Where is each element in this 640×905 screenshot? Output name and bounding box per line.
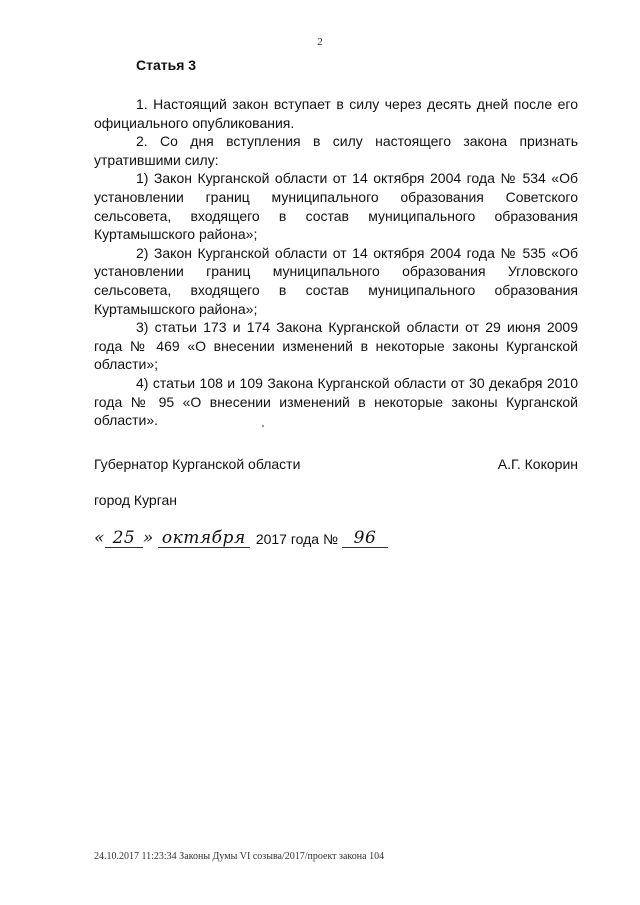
handwritten-day: 25 <box>105 529 143 548</box>
law-body <box>94 95 578 430</box>
paragraph-repealed-1: 1) Закон Курганской области от 14 октября 2004 года № 534 «Об установлении границ муниципального образования Советского сельсовета, входящего в состав муниципального образования Куртамышского района»; <box>94 170 578 243</box>
article-title: Статья 3 <box>136 57 197 73</box>
signatory-name: А.Г. Кокорин <box>497 456 578 472</box>
city-line: город Курган <box>94 492 178 508</box>
paragraph-1: 1. Настоящий закон вступает в силу через десять дней после его официального опубликования. <box>94 96 578 131</box>
date-line <box>94 524 388 548</box>
stray-dot <box>262 425 264 427</box>
page-number: 2 <box>317 36 323 48</box>
signatory-position: Губернатор Курганской области <box>94 456 301 472</box>
year-label: 2017 года № <box>255 531 338 547</box>
paragraph-2: 2. Со дня вступления в силу настоящего закона признать утратившими силу: <box>94 133 578 168</box>
paragraph-repealed-2: 2) Закон Курганской области от 14 октября 2004 года № 535 «Об установлении границ муниципального образования Угловского сельсовета, входящего в состав муниципального образования Куртамышского района»; <box>94 244 578 317</box>
handwritten-month: октября <box>158 529 250 548</box>
file-path-footer: 24.10.2017 11:23:34 Законы Думы VI созыва/2017/проект закона 104 <box>94 851 385 862</box>
paragraph-repealed-3: 3) статьи 173 и 174 Закона Курганской области от 29 июня 2009 года № 469 «О внесении изменений в некоторые законы Курганской области»; <box>94 319 578 373</box>
open-quote: « <box>94 528 105 548</box>
close-quote: » <box>142 528 154 548</box>
signature-block <box>94 456 578 472</box>
handwritten-number: 96 <box>342 529 388 548</box>
paragraph-repealed-4: 4) статьи 108 и 109 Закона Курганской области от 30 декабря 2010 года № 95 «О внесении изменений в некоторые законы Курганской области». <box>94 374 578 429</box>
